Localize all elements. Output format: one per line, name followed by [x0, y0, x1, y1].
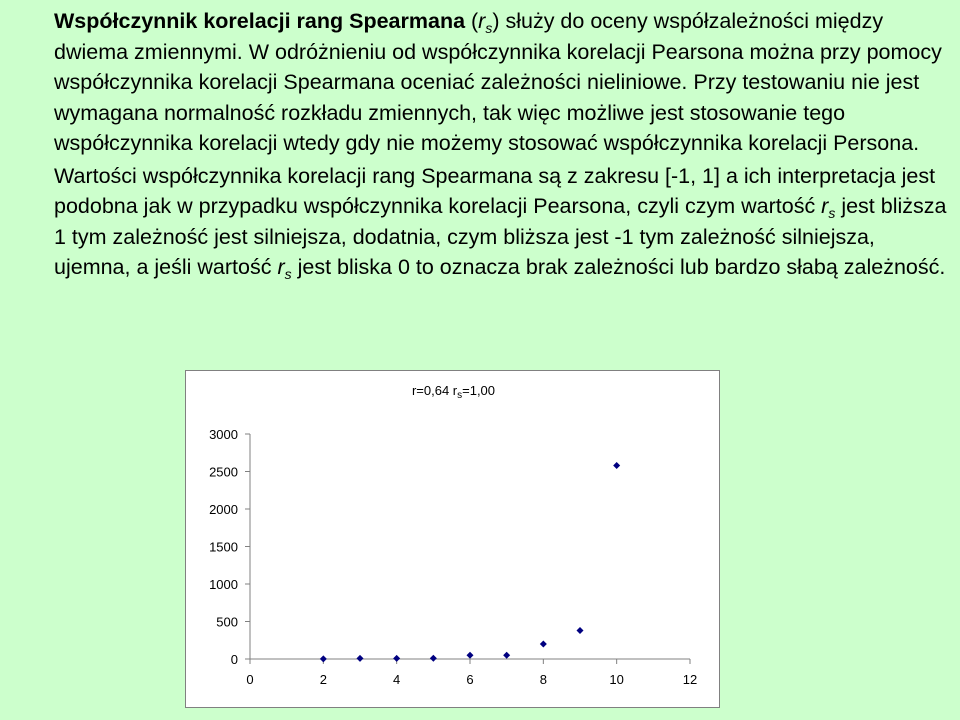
y-tick-label: 0 [230, 652, 238, 667]
data-point [430, 655, 437, 662]
x-tick-label: 0 [246, 672, 254, 687]
data-point [467, 652, 474, 659]
x-tick-label: 8 [539, 672, 547, 687]
x-tick-label: 2 [319, 672, 327, 687]
symbol-s-1: s [828, 205, 836, 221]
y-tick-label: 2500 [209, 464, 238, 480]
chart-plot [186, 371, 721, 709]
data-point [613, 462, 620, 469]
symbol-s: s [485, 20, 493, 36]
definition-body: ) służy do oceny współzależności między dwiema zmiennymi. W odróżnieniu od współczynnika korelacji Pearsona można przy pomocy współczynnika korelacji Spearmana oceniać zależności nieliniowe. Przy testowaniu nie jest wymagana normalność rozkładu zmiennych, tak więc możliwe jest stosowanie tego współczynnika korelacji wtedy gdy nie możemy stosować współczynnika korelacji Persona. [54, 9, 942, 155]
chart-title-part2: =1,00 [462, 383, 496, 398]
data-point [503, 652, 510, 659]
data-point [320, 655, 327, 662]
data-point [540, 641, 547, 648]
interpretation-part1: Wartości współczynnika korelacji rang Spearmana są z zakresu [-1, 1] a ich interpretacja jest podobna jak w przypadku współczynnika korelacji Pearsona, czyli czym wartość [54, 163, 936, 218]
paren-open: ( [465, 9, 479, 33]
interpretation-part3: jest bliska 0 to oznacza brak zależności lub bardzo słabą zależność. [291, 255, 946, 279]
symbol-s-2: s [284, 266, 292, 282]
y-tick-label: 1000 [209, 577, 238, 592]
y-tick-label: 1500 [209, 539, 238, 555]
x-tick-label: 10 [609, 672, 624, 687]
x-tick-label: 4 [393, 672, 401, 687]
data-point [357, 655, 364, 662]
data-point [393, 655, 400, 662]
x-tick-label: 6 [466, 672, 474, 687]
definition-title: Współczynnik korelacji rang Spearmana [54, 9, 466, 33]
chart-title-part1: r=0,64 r [411, 383, 458, 398]
paragraph-definition [54, 6, 954, 159]
chart-title-sub: s [457, 390, 463, 401]
symbol-r-1: r [821, 194, 829, 218]
x-tick-label: 12 [682, 672, 698, 687]
y-tick-label: 3000 [209, 427, 238, 442]
symbol-r: r [478, 9, 486, 33]
paragraph-interpretation [54, 161, 954, 283]
scatter-chart [185, 370, 720, 708]
interpretation-part2: jest bliższa 1 tym zależność jest silniejsza, dodatnia, czym bliższa jest -1 tym zależność silniejsza, ujemna, a jeśli wartość [54, 194, 947, 279]
symbol-r-2: r [277, 255, 285, 279]
text-block [54, 6, 954, 283]
y-tick-label: 500 [216, 614, 238, 630]
data-point [577, 627, 584, 634]
y-tick-label: 2000 [209, 502, 238, 517]
